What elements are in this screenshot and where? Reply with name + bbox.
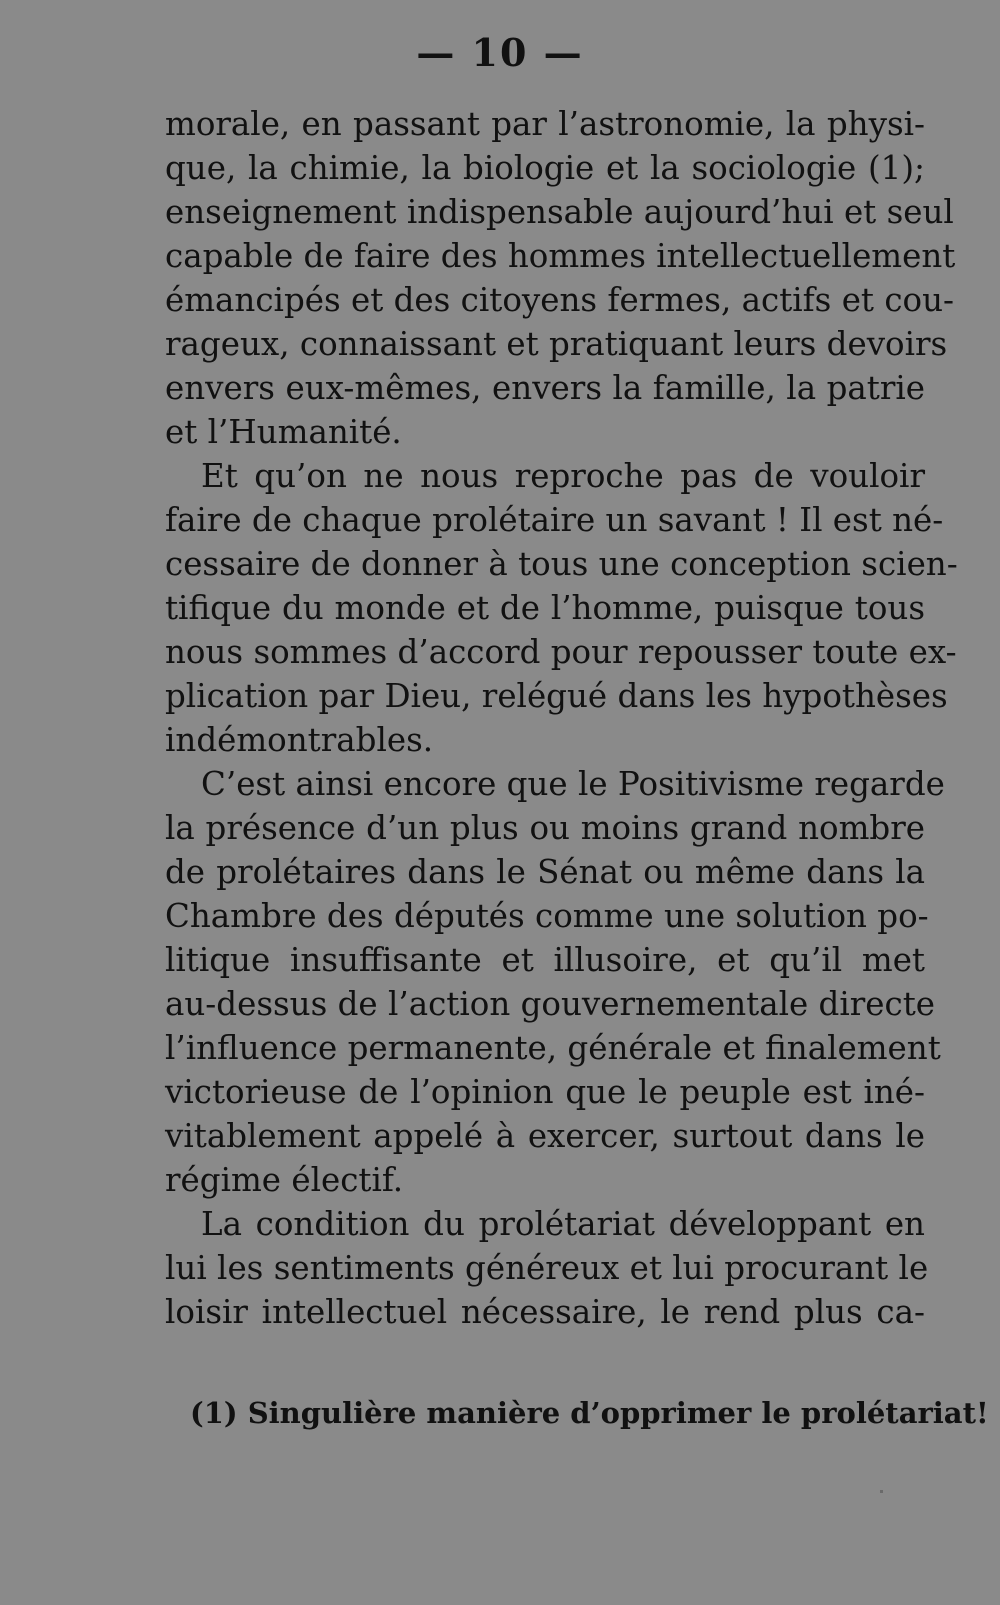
text-line: l’influence permanente, générale et finalement [165,1029,941,1067]
text-line: lui les sentiments généreux et lui procurant le [165,1249,929,1287]
paper-speck [880,1490,883,1493]
text-line: faire de chaque prolétaire un savant ! Il est né- [165,501,944,539]
text-line: Et qu’on ne nous reproche pas de vouloir [201,457,925,495]
text-line: envers eux-mêmes, envers la famille, la patrie [165,369,925,407]
text-line: au-dessus de l’action gouvernementale directe [165,985,936,1023]
text-line: victorieuse de l’opinion que le peuple est iné- [165,1073,925,1111]
paragraph [165,102,956,454]
text-line: tifique du monde et de l’homme, puisque tous [165,589,925,627]
page-number: — 10 — [416,30,584,75]
text-line: litique insuffisante et illusoire, et qu’il met [165,941,925,979]
text-line: La condition du prolétariat développant en [201,1205,925,1243]
text-line: capable de faire des hommes intellectuellement [165,237,956,275]
paragraph [165,762,945,1202]
text-line: régime électif. [165,1161,404,1199]
text-line: nous sommes d’accord pour repousser toute ex- [165,633,957,671]
text-line: émancipés et des citoyens fermes, actifs et cou- [165,281,954,319]
text-line: enseignement indispensable aujourd’hui et seul [165,193,954,231]
text-line: que, la chimie, la biologie et la sociologie (1); [165,149,925,187]
text-line: vitablement appelé à exercer, surtout dans le [165,1117,925,1155]
text-line: et l’Humanité. [165,413,402,451]
paragraph [165,454,958,762]
body-text [165,102,958,1334]
text-line: Chambre des députés comme une solution po- [165,897,929,935]
text-line: cessaire de donner à tous une conception scien- [165,545,958,583]
text-line: morale, en passant par l’astronomie, la physi- [165,105,925,143]
text-line: indémontrables. [165,721,434,759]
text-line: loisir intellectuel nécessaire, le rend plus ca- [165,1293,925,1331]
text-line: de prolétaires dans le Sénat ou même dans la [165,853,925,891]
text-line: plication par Dieu, relégué dans les hypothèses [165,677,948,715]
text-line: la présence d’un plus ou moins grand nombre [165,809,925,847]
text-line: rageux, connaissant et pratiquant leurs devoirs [165,325,948,363]
footnote: (1) Singulière manière d’opprimer le prolétariat! [190,1396,989,1430]
text-line: C’est ainsi encore que le Positivisme regarde [201,765,945,803]
paragraph [165,1202,929,1334]
